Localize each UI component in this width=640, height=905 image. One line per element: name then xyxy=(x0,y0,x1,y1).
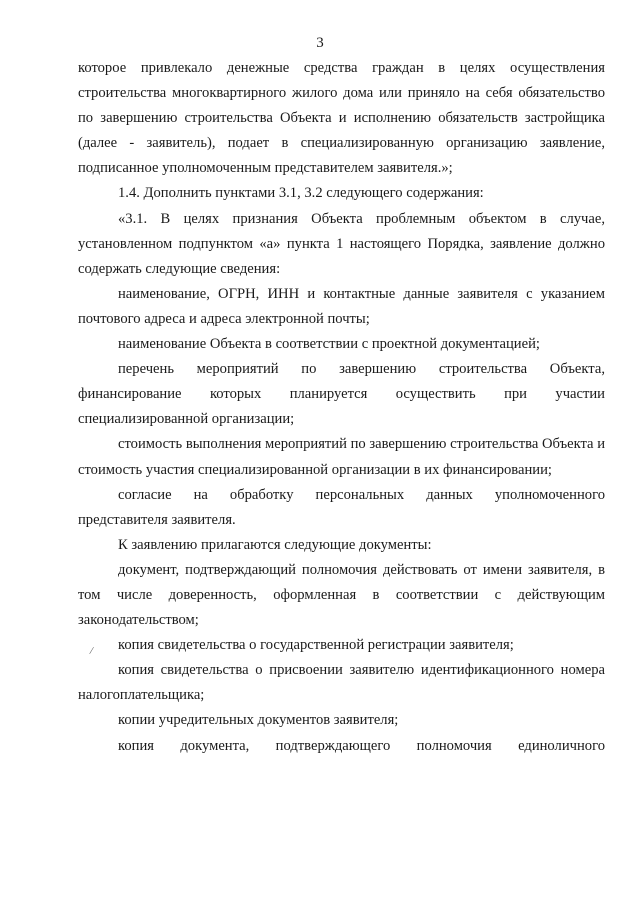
paragraph-clause-3-1: «3.1. В целях признания Объекта проблемным объектом в случае, установленном подпунктом «а» пункта 1 настоящего Порядка, заявление должно содержать следующие сведения: xyxy=(78,210,605,277)
paragraph-measures-list: перечень мероприятий по завершению строительства Объекта, финансирование которых планируется осуществить при участии специализированной организации; xyxy=(78,361,605,428)
paragraph-authority-document: документ, подтверждающий полномочия действовать от имени заявителя, в том числе доверенность, оформленная в соответствии с действующим законодательством; xyxy=(78,561,605,629)
paragraph-registration-certificate: копия свидетельства о государственной регистрации заявителя; xyxy=(118,637,514,654)
margin-mark: / xyxy=(88,644,95,658)
paragraph-amendment-1-4: 1.4. Дополнить пунктами 3.1, 3.2 следующего содержания: xyxy=(118,185,484,202)
paragraph-sole-executive-document: копия документа, подтверждающего полномочия единоличного xyxy=(118,737,605,754)
paragraph-founding-documents: копии учредительных документов заявителя; xyxy=(118,712,399,729)
paragraph-applicant-definition: которое привлекало денежные средства граждан в целях осуществления строительства многоквартирного жилого дома или приняло на себя обязательство по завершению строительства Объекта и исполнению обязательств застройщика (далее - заявитель), подает в специализированную организацию заявление, подписанное уполномоченным представителем заявителя.»; xyxy=(78,60,605,177)
paragraph-tax-id-certificate: копия свидетельства о присвоении заявителю идентификационного номера налогоплательщика; xyxy=(78,662,605,704)
paragraph-consent: согласие на обработку персональных данных уполномоченного представителя заявителя. xyxy=(78,486,605,528)
document-body xyxy=(78,56,605,759)
paragraph-object-name: наименование Объекта в соответствии с проектной документацией; xyxy=(118,336,540,353)
paragraph-applicant-details: наименование, ОГРН, ИНН и контактные данные заявителя с указанием почтового адреса и адреса электронной почты; xyxy=(78,285,605,327)
paragraph-attachments-intro: К заявлению прилагаются следующие документы: xyxy=(118,536,432,553)
page-number: 3 xyxy=(316,35,324,51)
paragraph-cost-of-measures: стоимость выполнения мероприятий по завершению строительства Объекта и стоимость участия специализированной организации в их финансировании; xyxy=(78,436,605,478)
